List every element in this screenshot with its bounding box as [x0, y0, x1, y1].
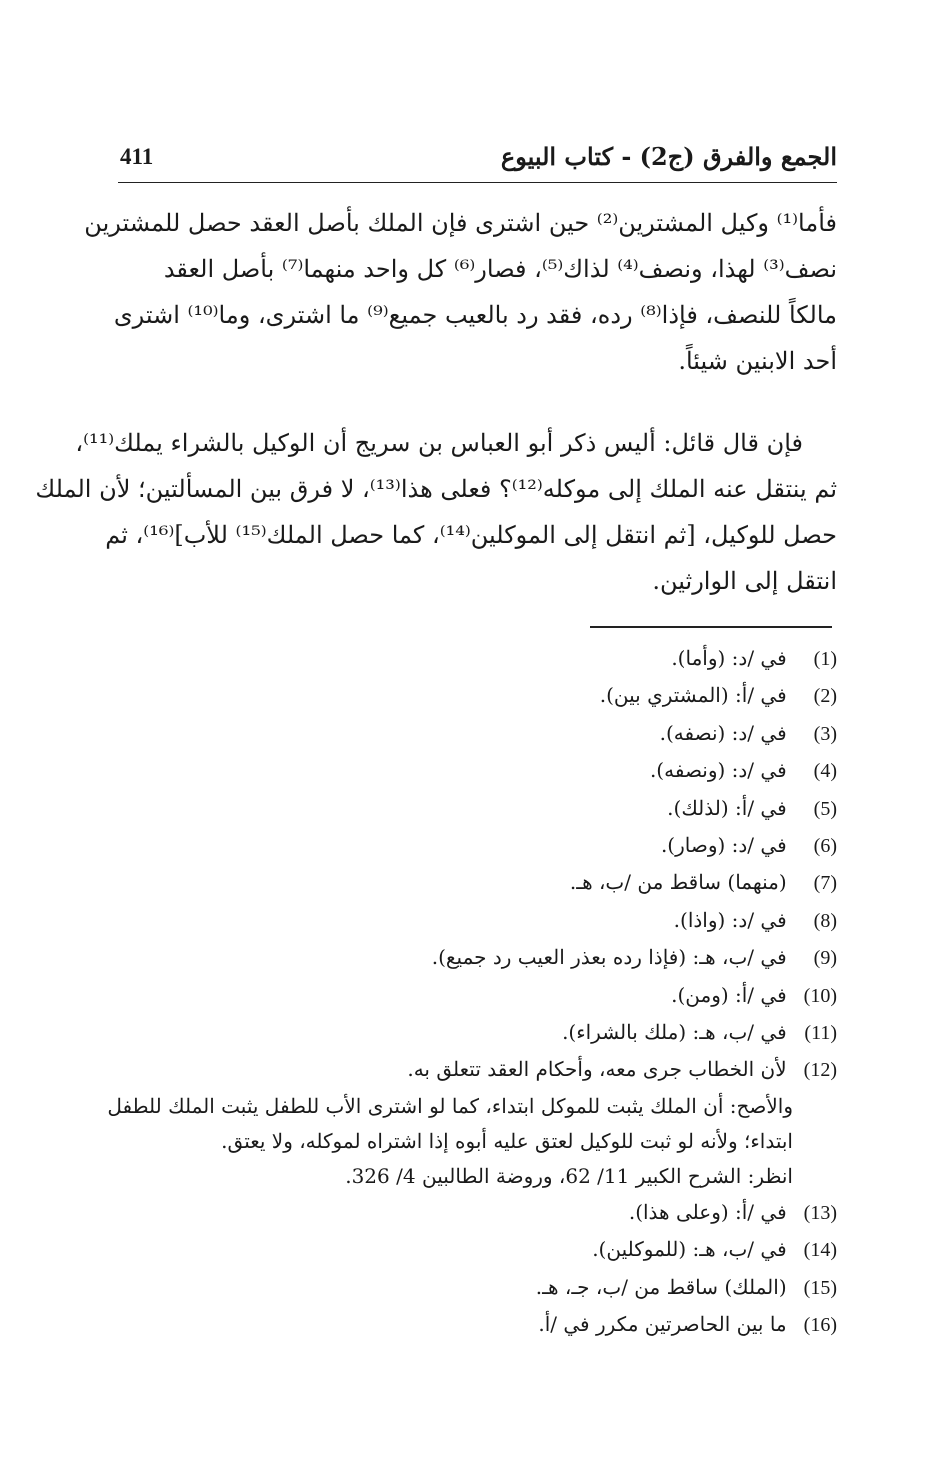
- footnote-number: (14): [803, 1239, 837, 1262]
- footnote: [119, 790, 837, 827]
- footnote-number: (8): [813, 909, 837, 932]
- footnote-text: في /ب، هـ: (فإذا رده بعذر العيب رد جميع).: [431, 945, 787, 970]
- text-line: نصف⁽³⁾ لهذا، ونصف⁽⁴⁾ لذاك⁽⁵⁾، فصار⁽⁶⁾ كل واحد منهما⁽⁷⁾ بأصل العقد: [163, 255, 837, 283]
- footnote: [119, 1306, 837, 1343]
- footnote-number: (10): [803, 984, 837, 1007]
- header-title: الجمع والفرق (ج2) - كتاب البيوع: [500, 142, 837, 171]
- text-line: مالكاً للنصف، فإذا⁽⁸⁾ رده، فقد رد بالعيب جميع⁽⁹⁾ ما اشترى، وما⁽¹⁰⁾ اشترى: [113, 301, 837, 329]
- footnote-text: (منهما) ساقط من /ب، هـ.: [569, 870, 787, 895]
- footnote-number: (15): [803, 1276, 837, 1299]
- footnote: [119, 977, 837, 1014]
- text-line: أحد الابنين شيئاً.: [678, 347, 837, 375]
- running-header: [118, 140, 837, 183]
- footnote-text: في /ب، هـ: (للموكلين).: [592, 1237, 787, 1262]
- footnote-number: (11): [804, 1022, 837, 1045]
- page-number: 411: [120, 144, 154, 169]
- body-paragraph-1: [84, 200, 837, 384]
- text-line: انتقل إلى الوارثين.: [652, 567, 837, 595]
- footnote-continuation: انظر: الشرح الكبير 11/ 62، وروضة الطالبين 4/ 326.: [345, 1163, 793, 1188]
- body-paragraph-2: [35, 420, 837, 604]
- footnote-text: في /د: (وأما).: [671, 646, 787, 670]
- footnote-continuation: والأصح: أن الملك يثبت للموكل ابتداء، كما لو اشترى الأب للطفل يثبت الملك للطفل: [107, 1093, 793, 1118]
- footnote: [119, 715, 837, 752]
- footnote: [119, 1269, 837, 1306]
- footnote-text: في /د: (نصفه).: [659, 720, 787, 745]
- footnote-text: في /ب، هـ: (ملك بالشراء).: [562, 1020, 787, 1045]
- footnote: [119, 902, 837, 939]
- footnote: [119, 677, 837, 714]
- footnote-continuation: ابتداء؛ ولأنه لو ثبت للوكيل لعتق عليه أبوه إذا اشتراه لموكله، ولا يعتق.: [221, 1128, 793, 1153]
- footnote-text: في /د: (ونصفه).: [649, 758, 787, 783]
- footnote: [119, 864, 837, 901]
- footnote-text: لأن الخطاب جرى معه، وأحكام العقد تتعلق به.: [407, 1057, 787, 1082]
- footnote-number: (4): [813, 760, 837, 783]
- footnote: [119, 1051, 837, 1088]
- footnote: [119, 1194, 837, 1231]
- footnote-text: في /أ: (المشتري بين).: [599, 683, 787, 708]
- text-line: حصل للوكيل، [ثم انتقل إلى الموكلين⁽¹⁴⁾، كما حصل الملك⁽¹⁵⁾ للأب]⁽¹⁶⁾، ثم: [105, 521, 837, 549]
- footnotes: [107, 640, 837, 1344]
- footnote-text: (الملك) ساقط من /ب، جـ، هـ.: [535, 1274, 787, 1299]
- footnote-separator: [590, 626, 832, 628]
- footnote-number: (3): [813, 722, 837, 745]
- footnote-number: (13): [803, 1201, 837, 1224]
- text-line: ثم ينتقل عنه الملك إلى موكله⁽¹²⁾؟ فعلى هذا⁽¹³⁾، لا فرق بين المسألتين؛ لأن الملك: [35, 475, 837, 503]
- footnote-number: (6): [813, 835, 837, 858]
- footnote-number: (9): [813, 947, 837, 970]
- footnote-text: في /د: (وصار).: [660, 833, 787, 858]
- footnote: [119, 939, 837, 976]
- footnote-number: (16): [803, 1314, 837, 1337]
- footnote-number: (12): [803, 1059, 837, 1082]
- footnote-number: (7): [813, 872, 837, 895]
- footnote-text: ما بين الحاصرتين مكرر في /أ.: [538, 1312, 787, 1337]
- footnote: [119, 752, 837, 789]
- footnote-number: (2): [813, 685, 837, 708]
- footnote: [119, 1231, 837, 1268]
- footnote: [119, 640, 837, 677]
- footnote: [119, 1014, 837, 1051]
- text-line: فإن قال قائل: أليس ذكر أبو العباس بن سريج أن الوكيل بالشراء يملك⁽¹¹⁾،: [75, 429, 803, 457]
- footnote-text: في /أ: (لذلك).: [667, 795, 787, 820]
- footnote-number: (5): [813, 797, 837, 820]
- text-line: فأما⁽¹⁾ وكيل المشترين⁽²⁾ حين اشترى فإن الملك بأصل العقد حصل للمشترين: [84, 209, 837, 237]
- footnote-number: (1): [813, 648, 837, 670]
- footnote-text: في /د: (واذا).: [673, 907, 787, 932]
- footnote: [119, 827, 837, 864]
- footnote-text: في /أ: (وعلى هذا).: [628, 1199, 787, 1224]
- footnote-text: في /أ: (ومن).: [671, 982, 787, 1007]
